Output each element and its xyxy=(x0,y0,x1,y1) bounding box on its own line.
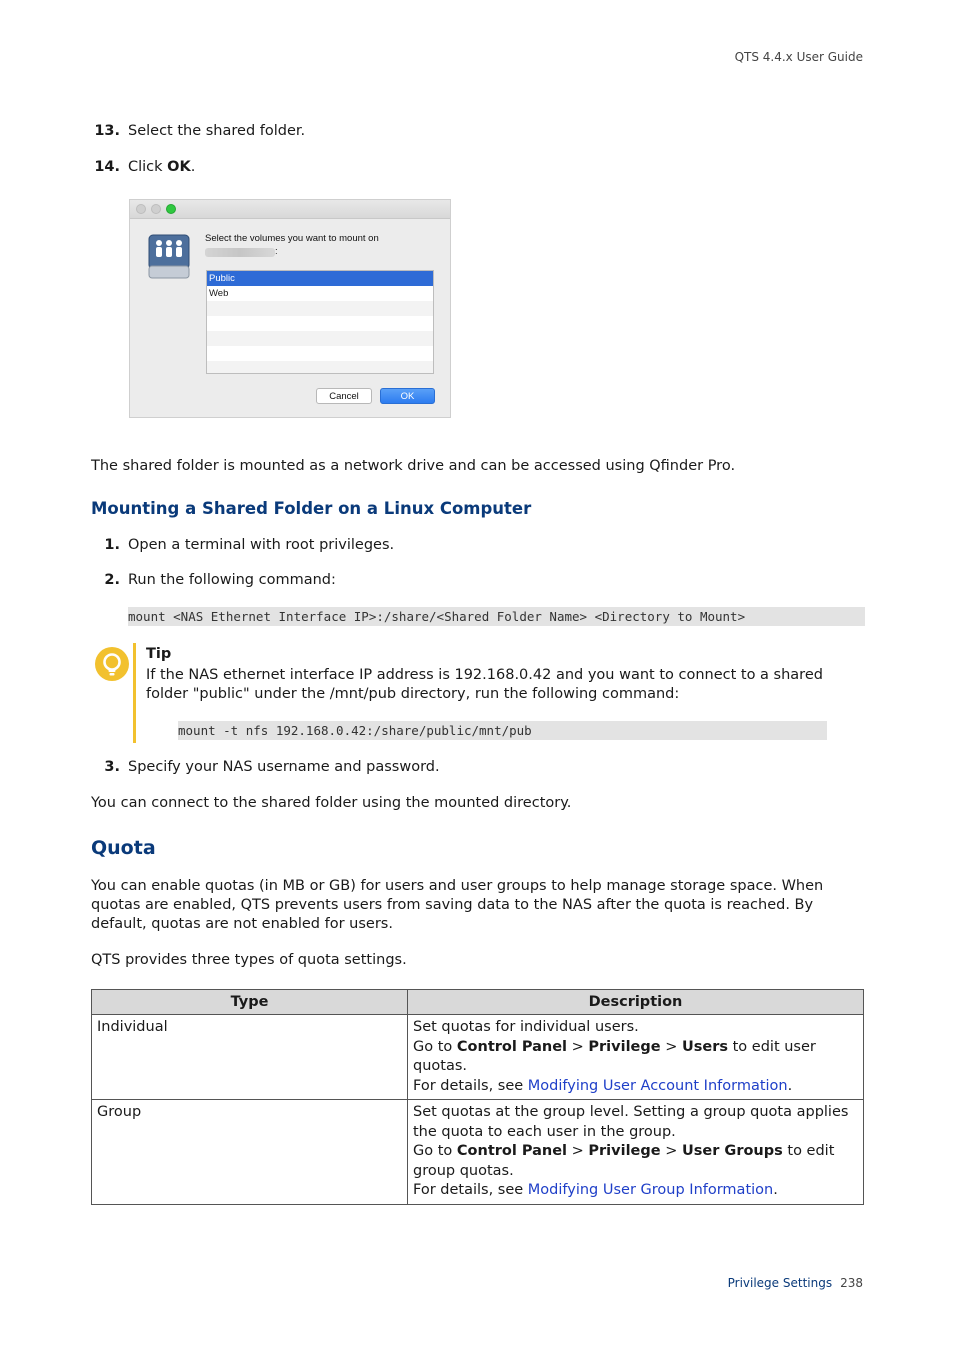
path-control-panel: Control Panel xyxy=(456,1143,568,1159)
table-header-type: Type xyxy=(92,990,408,1015)
step-text: Select the shared folder. xyxy=(128,123,306,139)
path-separator: > xyxy=(660,1038,682,1055)
path-users: Users xyxy=(681,1038,729,1055)
mount-command-code: mount <NAS Ethernet Interface IP>:/share/<Shared Folder Name> <Directory to Mount> xyxy=(128,607,865,626)
table-row xyxy=(92,1100,864,1205)
linux-step-3 xyxy=(90,759,440,775)
step-number: 14. xyxy=(94,159,120,175)
lightbulb-icon xyxy=(95,647,129,681)
path-separator: > xyxy=(567,1143,589,1159)
volume-list-empty-row xyxy=(207,331,433,346)
table-header-description: Description xyxy=(408,990,864,1015)
table-cell-type: Individual xyxy=(92,1015,408,1100)
dialog-prompt: Select the volumes you want to mount on xyxy=(205,233,379,244)
cancel-button[interactable]: Cancel xyxy=(316,388,372,404)
path-action: to edit group quotas. xyxy=(413,1143,835,1179)
quota-types-table xyxy=(91,989,864,1205)
description-path xyxy=(413,1142,858,1181)
linux-step-2 xyxy=(90,572,336,588)
volume-list-empty-row xyxy=(207,346,433,361)
step-13 xyxy=(90,123,305,139)
path-action: to edit user quotas. xyxy=(413,1038,816,1074)
path-privilege: Privilege xyxy=(588,1038,661,1055)
linux-closing-note: You can connect to the shared folder using the mounted directory. xyxy=(91,795,572,811)
quota-intro: You can enable quotas (in MB or GB) for users and user groups to help manage storage space. When quotas are enabled, QTS prevents users from saving data to the NAS after the quota is reached. By default, quotas are not enabled for users. xyxy=(91,878,824,932)
minimize-window-button[interactable] xyxy=(151,204,161,214)
details-prefix: For details, see xyxy=(413,1182,528,1198)
mount-volumes-dialog xyxy=(129,199,451,418)
step-text-bold: OK xyxy=(167,159,191,175)
description-path xyxy=(413,1038,858,1077)
dialog-prompt-colon: : xyxy=(275,246,278,257)
step-text-suffix: . xyxy=(190,159,196,175)
step-text-prefix: Click xyxy=(128,159,168,175)
details-end: . xyxy=(773,1182,778,1198)
table-header-row xyxy=(92,990,864,1015)
path-separator: > xyxy=(567,1038,589,1055)
path-prefix: Go to xyxy=(413,1143,457,1159)
description-line: Set quotas for individual users. xyxy=(413,1019,639,1035)
volume-list[interactable] xyxy=(206,270,434,374)
volume-list-empty-row xyxy=(207,316,433,331)
close-window-button[interactable] xyxy=(136,204,146,214)
table-cell-description xyxy=(408,1015,864,1100)
step-14 xyxy=(90,159,195,175)
details-end: . xyxy=(787,1077,793,1094)
tip-accent-bar xyxy=(133,643,136,743)
volume-list-empty-row xyxy=(207,301,433,316)
modifying-user-account-link[interactable]: Modifying User Account Information xyxy=(527,1077,788,1094)
path-prefix: Go to xyxy=(413,1038,457,1055)
volume-list-empty-row xyxy=(207,361,433,374)
step-number: 1. xyxy=(104,537,120,553)
step-text: Specify your NAS username and password. xyxy=(128,759,440,775)
footer-section-name: Privilege Settings xyxy=(727,1276,833,1290)
path-privilege: Privilege xyxy=(588,1143,661,1159)
page-number: 238 xyxy=(840,1276,863,1290)
linux-step-1 xyxy=(90,537,394,553)
step-number: 3. xyxy=(104,759,120,775)
ok-button[interactable]: OK xyxy=(380,388,435,404)
network-share-icon xyxy=(148,234,190,280)
quota-types-intro: QTS provides three types of quota settings. xyxy=(91,952,407,968)
mounted-note: The shared folder is mounted as a network drive and can be accessed using Qfinder Pro. xyxy=(91,458,736,474)
running-header: QTS 4.4.x User Guide xyxy=(734,50,863,64)
zoom-window-button[interactable] xyxy=(166,204,176,214)
linux-section-heading: Mounting a Shared Folder on a Linux Computer xyxy=(91,499,532,518)
description-details xyxy=(413,1181,858,1201)
path-user-groups: User Groups xyxy=(681,1143,783,1159)
modifying-user-group-link[interactable]: Modifying User Group Information xyxy=(527,1182,774,1198)
step-text: Open a terminal with root privileges. xyxy=(128,537,395,553)
details-prefix: For details, see xyxy=(413,1077,528,1094)
path-separator: > xyxy=(660,1143,682,1159)
quota-heading: Quota xyxy=(91,837,156,859)
tip-command-code: mount -t nfs 192.168.0.42:/share/public/mnt/pub xyxy=(178,721,827,740)
volume-item-public[interactable]: Public xyxy=(207,271,433,286)
table-cell-type: Group xyxy=(92,1100,408,1205)
page-footer xyxy=(728,1276,863,1290)
step-number: 13. xyxy=(94,123,120,139)
description-line: Set quotas at the group level. Setting a group quota applies the quota to each user in the group. xyxy=(413,1104,849,1140)
tip-title: Tip xyxy=(146,646,172,662)
dialog-titlebar xyxy=(130,200,450,219)
path-control-panel: Control Panel xyxy=(456,1038,568,1055)
volume-item-web[interactable]: Web xyxy=(209,288,229,299)
step-number: 2. xyxy=(104,572,120,588)
table-row xyxy=(92,1015,864,1100)
tip-text: If the NAS ethernet interface IP address is 192.168.0.42 and you want to connect to a shared folder "public" under the /mnt/pub directory, run the following command: xyxy=(146,667,823,702)
description-details xyxy=(413,1077,858,1097)
redacted-server-name xyxy=(205,248,275,257)
step-text: Run the following command: xyxy=(128,572,336,588)
table-cell-description xyxy=(408,1100,864,1205)
